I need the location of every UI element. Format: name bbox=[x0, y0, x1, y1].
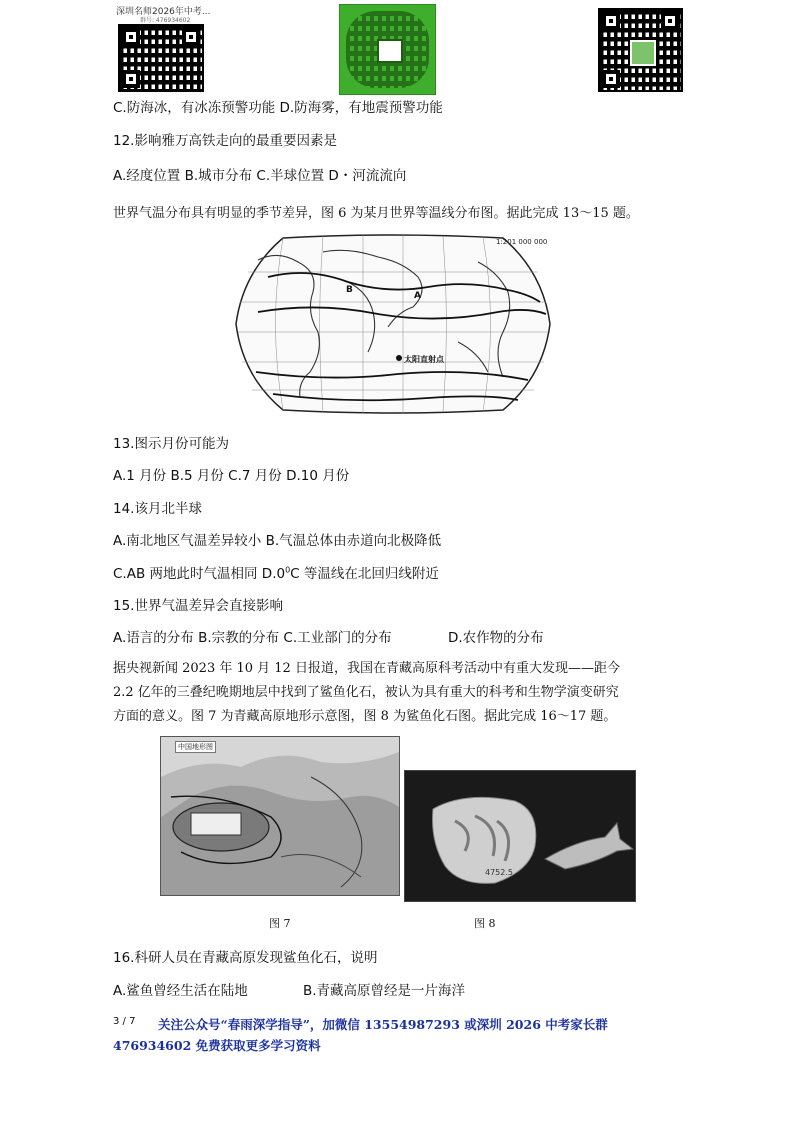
question-14-options-ab: A.南北地区气温差异较小 B.气温总体由赤道向北极降低 bbox=[113, 533, 442, 549]
page-number: 3 / 7 bbox=[113, 1016, 136, 1027]
passage-line-3: 方面的意义。图 7 为青藏高原地形示意图，图 8 为鲨鱼化石图。据此完成 16〜17 题。 bbox=[113, 709, 617, 724]
option-d-text: C 等温线在北回归线附近 bbox=[290, 566, 439, 582]
option-line-cd: C.防海冰，有冰冻预警功能 D.防海雾，有地震预警功能 bbox=[113, 100, 443, 116]
question-13: 13.图示月份可能为 bbox=[113, 436, 229, 452]
question-15-options-abc: A.语言的分布 B.宗教的分布 C.工业部门的分布 bbox=[113, 630, 392, 646]
figure-8-caption: 图 8 bbox=[474, 917, 496, 930]
qr-code-right bbox=[598, 8, 683, 92]
figure-7-terrain-map bbox=[160, 736, 400, 896]
map-scale-label: 1:201 000 000 bbox=[496, 238, 548, 246]
question-15-option-d: D.农作物的分布 bbox=[448, 630, 544, 646]
map-label-a: A bbox=[414, 291, 421, 301]
footer-promo-line-1: 关注公众号“春雨深学指导”，加微信 13554987293 或深圳 2026 中考家长群 bbox=[158, 1017, 608, 1032]
passage-line-2: 2.2 亿年的三叠纪晚期地层中找到了鲨鱼化石，被认为具有重大的科考和生物学演变研究 bbox=[113, 685, 619, 700]
world-isotherm-map bbox=[228, 232, 558, 415]
question-15: 15.世界气温差异会直接影响 bbox=[113, 598, 283, 614]
question-16-option-b: B.青藏高原曾经是一片海洋 bbox=[303, 983, 466, 999]
question-16: 16.科研人员在青藏高原发现鲨鱼化石，说明 bbox=[113, 950, 378, 966]
qr-code-center bbox=[339, 4, 436, 95]
option-cd-text: C.AB 两地此时气温相同 D.0 bbox=[113, 566, 286, 582]
question-12-options: A.经度位置 B.城市分布 C.半球位置 D・河流流向 bbox=[113, 168, 407, 184]
question-14-options-cd bbox=[113, 562, 439, 582]
map-label-b: B bbox=[346, 285, 353, 295]
question-14: 14.该月北半球 bbox=[113, 501, 202, 517]
header-qr-left-subcaption: 群号: 476934602 bbox=[140, 17, 191, 24]
passage-line-1: 据央视新闻 2023 年 10 月 12 日报道，我国在青藏高原科考活动中有重大发现——距今 bbox=[113, 661, 620, 676]
map-subsolar-point-label: 太阳直射点 bbox=[404, 355, 444, 364]
figure-7-caption: 图 7 bbox=[269, 917, 291, 930]
question-16-option-a: A.鲨鱼曾经生活在陆地 bbox=[113, 983, 248, 999]
section-intro-13-15: 世界气温分布具有明显的季节差异，图 6 为某月世界等温线分布图。据此完成 13〜15 题。 bbox=[113, 206, 639, 221]
fossil-specimen-label: 4752.5 bbox=[485, 868, 513, 877]
question-13-options: A.1 月份 B.5 月份 C.7 月份 D.10 月份 bbox=[113, 468, 350, 484]
figure-7-map-title: 中国地形图 bbox=[175, 741, 216, 753]
qr-code-left bbox=[118, 24, 204, 92]
footer-promo-line-2: 476934602 免费获取更多学习资料 bbox=[113, 1038, 321, 1053]
degree-superscript: 0 bbox=[285, 565, 291, 575]
question-12: 12.影响雅万高铁走向的最重要因素是 bbox=[113, 133, 337, 149]
figure-8-shark-fossil bbox=[404, 770, 636, 902]
header-qr-left-caption: 深圳名师2026年中考... bbox=[116, 7, 211, 17]
